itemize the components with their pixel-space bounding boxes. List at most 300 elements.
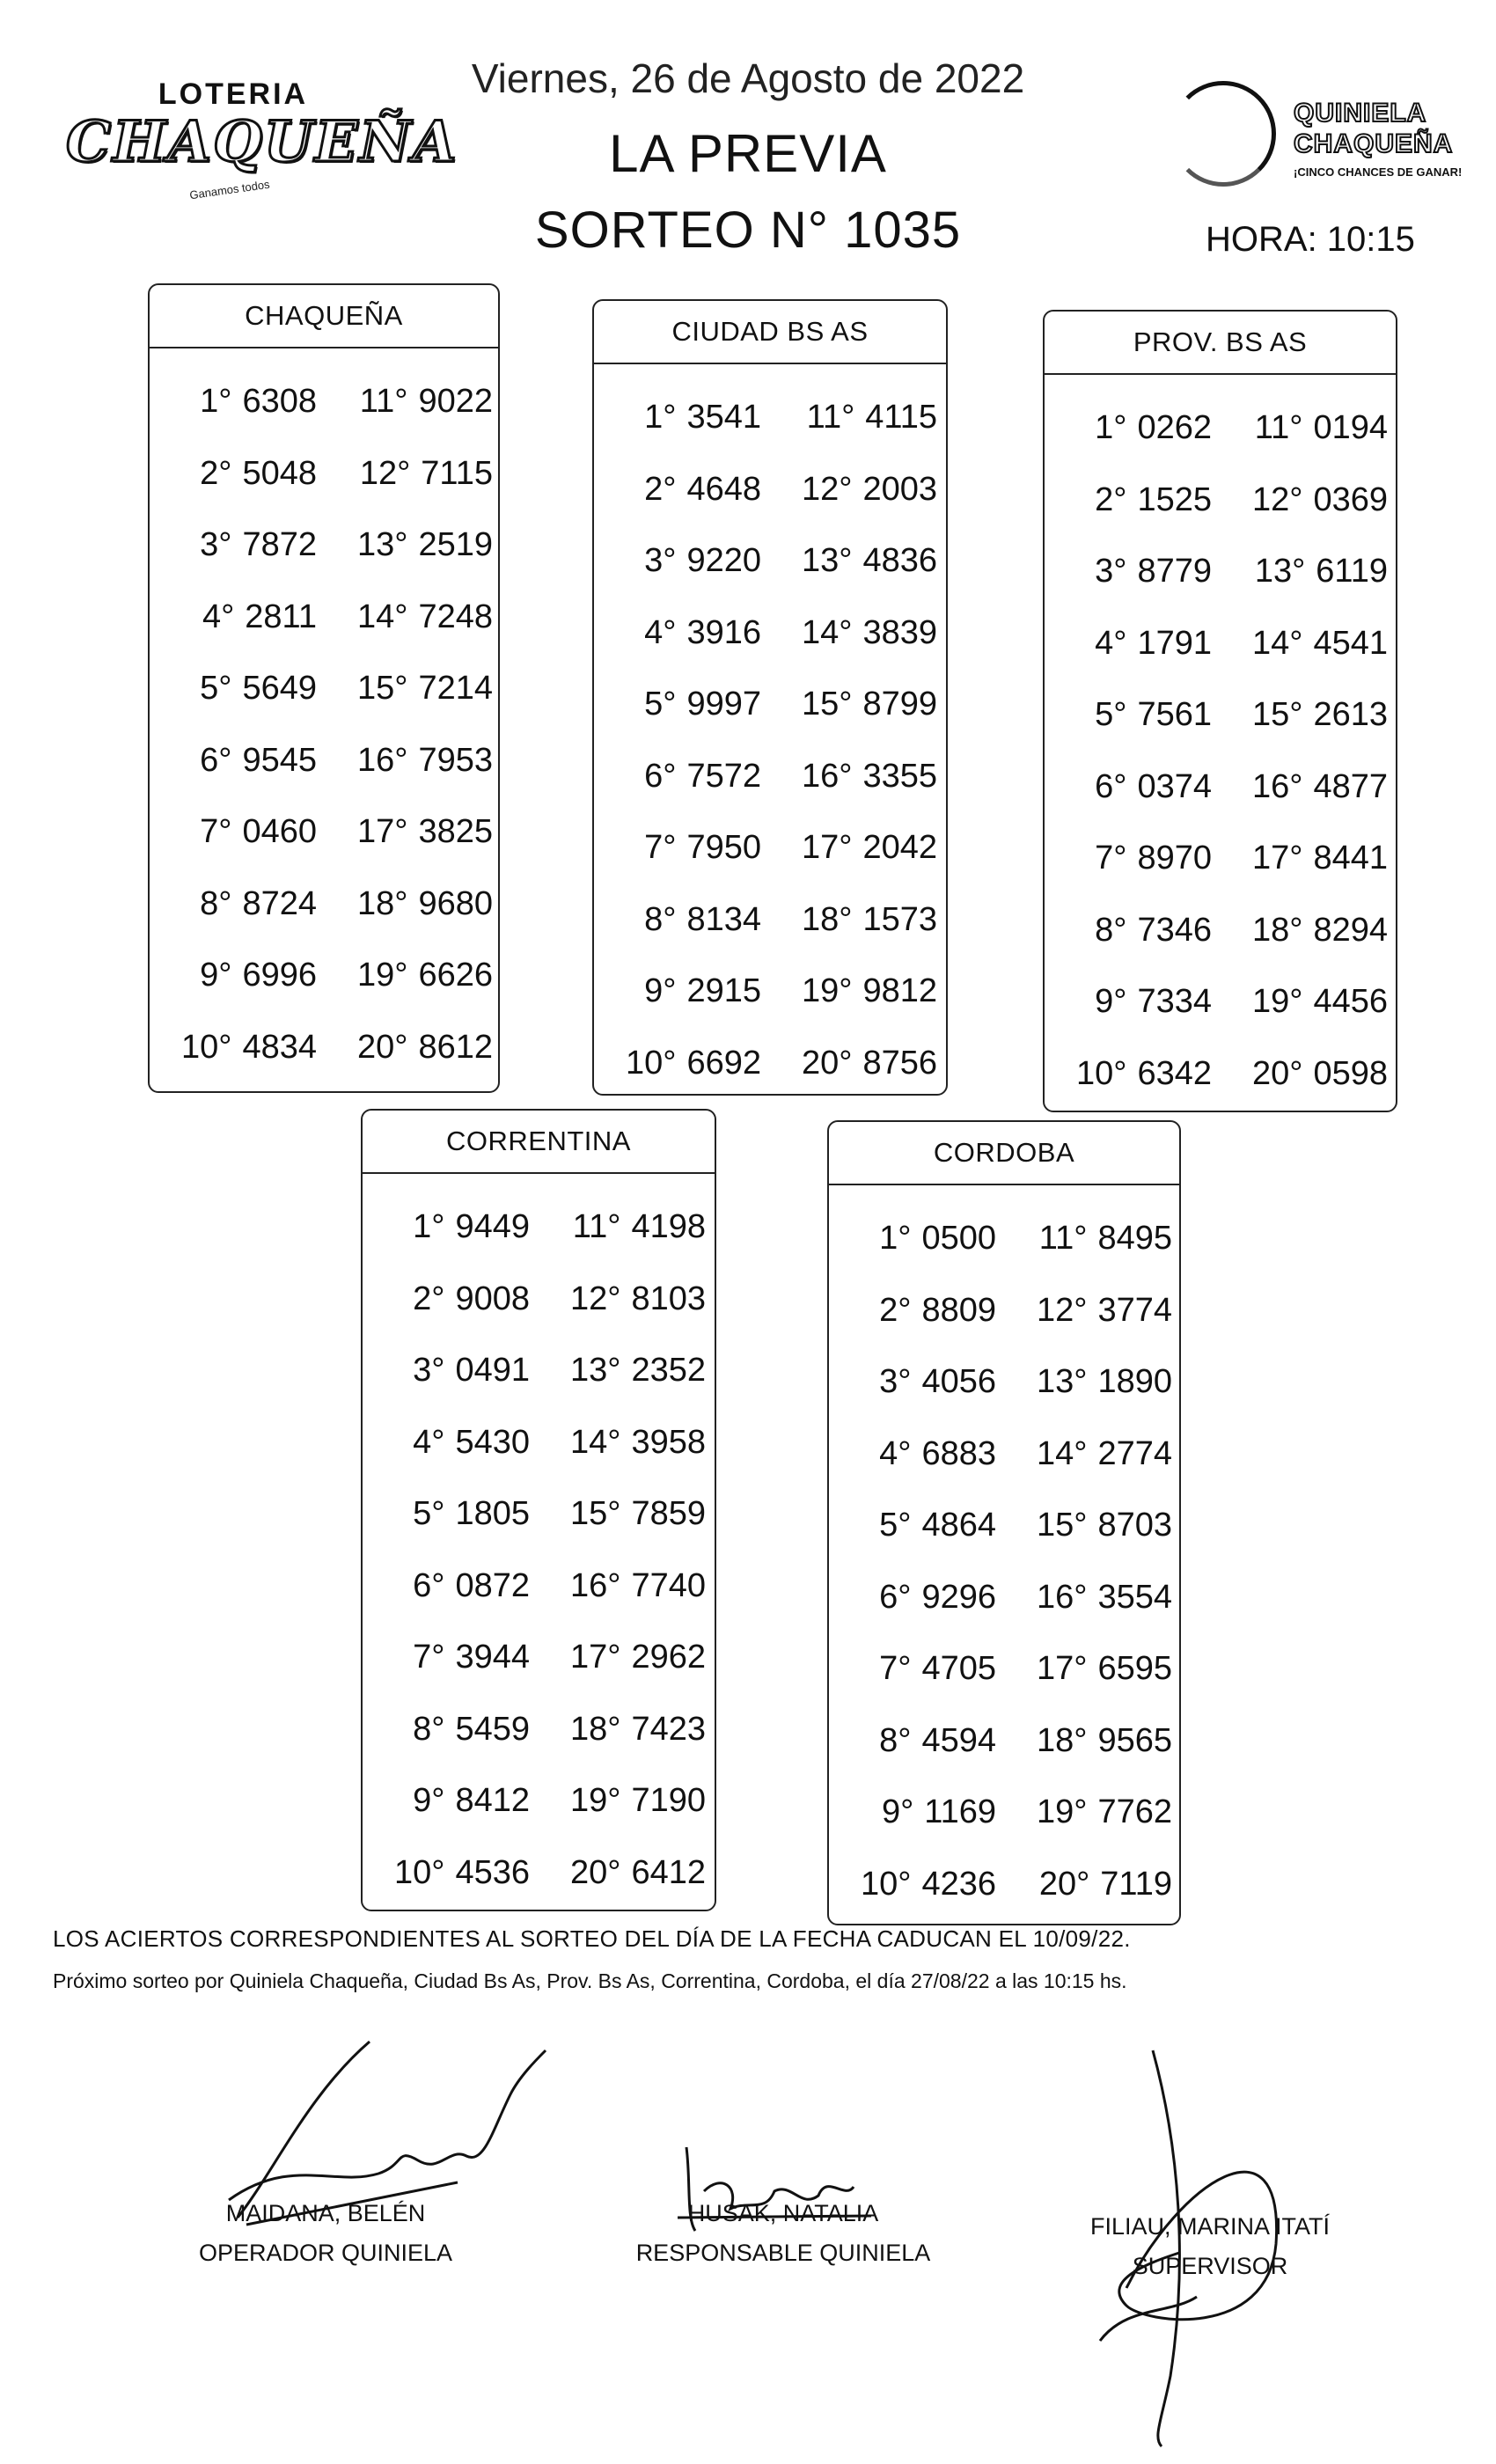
result-number: 4705 <box>921 1650 996 1688</box>
logo-main-text: CHAQUEÑA <box>66 109 458 175</box>
result-row <box>594 454 946 526</box>
result-position: 18° <box>801 900 853 938</box>
result-row <box>594 382 946 454</box>
result-entry <box>594 901 761 939</box>
result-position: 8° <box>413 1710 445 1748</box>
result-position: 11° <box>572 1208 621 1246</box>
result-row <box>1045 895 1396 967</box>
result-position: 2° <box>879 1291 912 1329</box>
result-number: 6883 <box>921 1434 996 1472</box>
result-entry <box>829 1292 996 1330</box>
result-entry <box>530 1567 706 1605</box>
result-entry <box>363 1424 530 1462</box>
result-entry <box>150 670 317 708</box>
result-entry <box>594 399 761 436</box>
result-position: 14° <box>1251 624 1303 662</box>
results-list <box>150 366 498 1083</box>
result-entry <box>996 1220 1172 1258</box>
result-position: 2° <box>1095 480 1127 518</box>
result-position: 11° <box>806 399 855 436</box>
result-entry <box>594 972 761 1010</box>
result-entry <box>594 758 761 796</box>
result-number: 2962 <box>631 1639 706 1676</box>
result-entry <box>1045 553 1212 590</box>
result-position: 9° <box>644 972 677 1010</box>
result-number: 2613 <box>1313 696 1388 734</box>
result-entry <box>530 1424 706 1462</box>
result-number: 7115 <box>421 454 493 492</box>
result-entry <box>829 1866 996 1903</box>
result-entry <box>594 686 761 723</box>
result-position: 16° <box>801 757 853 795</box>
result-number: 8495 <box>1097 1220 1172 1258</box>
result-position: 3° <box>200 526 232 564</box>
result-position: 2° <box>413 1280 445 1317</box>
result-number: 6308 <box>242 383 317 421</box>
result-number: 6996 <box>242 957 317 994</box>
result-row <box>829 1275 1179 1347</box>
result-row <box>594 741 946 813</box>
result-row <box>594 1028 946 1100</box>
result-row <box>150 366 498 438</box>
result-row <box>363 1622 715 1694</box>
result-position: 5° <box>200 670 232 708</box>
result-position: 2° <box>644 470 677 508</box>
result-row <box>1045 1038 1396 1111</box>
result-row <box>1045 752 1396 824</box>
result-position: 5° <box>413 1495 445 1533</box>
result-number: 7740 <box>631 1566 706 1604</box>
result-number: 6692 <box>686 1044 761 1082</box>
result-number: 1805 <box>455 1495 530 1533</box>
result-position: 18° <box>1251 911 1303 949</box>
box-title: PROV. BS AS <box>1045 312 1396 375</box>
result-row <box>829 1346 1179 1419</box>
result-entry <box>996 1435 1172 1473</box>
result-number: 0500 <box>921 1220 996 1258</box>
result-position: 7° <box>1095 840 1127 877</box>
result-position: 1° <box>879 1220 912 1258</box>
result-position: 8° <box>879 1721 912 1759</box>
result-entry <box>530 1711 706 1749</box>
result-entry <box>1212 553 1388 590</box>
result-entry <box>761 399 937 436</box>
result-number: 9220 <box>686 542 761 580</box>
result-row <box>150 438 498 510</box>
result-entry <box>996 1363 1172 1401</box>
result-entry <box>317 813 493 851</box>
result-position: 16° <box>1036 1578 1088 1616</box>
result-number: 4836 <box>862 542 937 580</box>
result-position: 18° <box>356 884 408 922</box>
result-entry <box>317 1029 493 1067</box>
result-number: 7872 <box>242 526 317 564</box>
result-number: 0598 <box>1313 1054 1388 1092</box>
result-entry <box>594 829 761 867</box>
logo-right-slogan: ¡CINCO CHANCES DE GANAR! <box>1294 165 1463 179</box>
result-position: 19° <box>1036 1793 1088 1831</box>
result-entry <box>996 1650 1172 1688</box>
result-number: 8412 <box>455 1782 530 1820</box>
result-position: 14° <box>356 598 408 635</box>
result-position: 11° <box>1254 409 1303 447</box>
result-row <box>594 598 946 670</box>
result-entry <box>761 758 937 796</box>
result-number: 9565 <box>1097 1721 1172 1759</box>
result-row <box>829 1562 1179 1634</box>
result-number: 0491 <box>455 1352 530 1390</box>
results-list <box>829 1203 1179 1920</box>
result-entry <box>1212 912 1388 950</box>
result-position: 20° <box>1038 1865 1090 1903</box>
result-entry <box>996 1793 1172 1831</box>
result-position: 15° <box>801 686 853 723</box>
result-entry <box>150 455 317 493</box>
result-position: 1° <box>644 399 677 436</box>
result-row <box>594 884 946 957</box>
result-number: 0872 <box>455 1566 530 1604</box>
result-number: 4594 <box>921 1721 996 1759</box>
result-position: 14° <box>1036 1434 1088 1472</box>
result-position: 12° <box>569 1280 621 1317</box>
result-number: 4877 <box>1313 767 1388 805</box>
result-position: 4° <box>644 613 677 651</box>
draw-time: HORA: 10:15 <box>1206 220 1415 259</box>
result-entry <box>317 957 493 994</box>
result-entry <box>363 1280 530 1318</box>
result-position: 7° <box>413 1639 445 1676</box>
result-row <box>363 1478 715 1551</box>
box-title: CIUDAD BS AS <box>594 301 946 364</box>
result-entry <box>150 383 317 421</box>
result-row <box>150 653 498 725</box>
results-box-ciudad-bs-as <box>592 299 948 1096</box>
result-row <box>829 1490 1179 1562</box>
result-number: 0374 <box>1137 767 1212 805</box>
result-entry <box>150 742 317 780</box>
result-number: 9680 <box>418 884 493 922</box>
result-number: 0369 <box>1313 480 1388 518</box>
result-position: 5° <box>644 686 677 723</box>
result-number: 3839 <box>862 613 937 651</box>
result-number: 9997 <box>686 686 761 723</box>
result-number: 7859 <box>631 1495 706 1533</box>
result-position: 17° <box>1036 1650 1088 1688</box>
result-entry <box>829 1435 996 1473</box>
result-entry <box>761 829 937 867</box>
result-entry <box>761 972 937 1010</box>
result-number: 7214 <box>418 670 493 708</box>
logo-top-text: LOTERIA <box>158 77 309 111</box>
result-entry <box>1045 768 1212 806</box>
result-number: 3774 <box>1097 1291 1172 1329</box>
result-position: 10° <box>860 1865 912 1903</box>
result-position: 15° <box>569 1495 621 1533</box>
result-position: 10° <box>180 1028 232 1066</box>
result-entry <box>317 526 493 564</box>
result-number: 1890 <box>1097 1363 1172 1401</box>
result-entry <box>1045 481 1212 519</box>
result-entry <box>1212 768 1388 806</box>
result-position: 10° <box>393 1853 445 1891</box>
result-number: 4456 <box>1313 983 1388 1021</box>
result-position: 19° <box>1251 983 1303 1021</box>
result-entry <box>363 1782 530 1820</box>
result-entry <box>829 1220 996 1258</box>
next-draw-note: Próximo sorteo por Quiniela Chaqueña, Ciudad Bs As, Prov. Bs As, Correntina, Cordoba, el día 27/08/22 a las 10:15 hs. <box>53 1969 1127 1992</box>
result-row <box>594 956 946 1028</box>
result-entry <box>1212 481 1388 519</box>
result-row <box>829 1705 1179 1778</box>
draw-number: SORTEO N° 1035 <box>534 202 962 259</box>
result-row <box>150 725 498 797</box>
result-number: 8612 <box>418 1028 493 1066</box>
result-number: 3944 <box>455 1639 530 1676</box>
result-position: 20° <box>569 1853 621 1891</box>
result-row <box>150 582 498 654</box>
result-position: 14° <box>801 613 853 651</box>
result-entry <box>829 1363 996 1401</box>
result-number: 4536 <box>455 1853 530 1891</box>
result-number: 8294 <box>1313 911 1388 949</box>
result-entry <box>530 1280 706 1318</box>
result-entry <box>363 1352 530 1390</box>
result-number: 6342 <box>1137 1054 1212 1092</box>
result-entry <box>829 1579 996 1617</box>
results-box-correntina <box>361 1109 716 1911</box>
expiry-note: LOS ACIERTOS CORRESPONDIENTES AL SORTEO DEL DÍA DE LA FECHA CADUCAN EL 10/09/22. <box>53 1925 1131 1952</box>
result-entry <box>996 1866 1172 1903</box>
result-number: 2352 <box>631 1352 706 1390</box>
result-position: 10° <box>625 1044 677 1082</box>
result-entry <box>150 813 317 851</box>
result-entry <box>530 1208 706 1246</box>
result-position: 20° <box>1251 1054 1303 1092</box>
result-number: 3541 <box>686 399 761 436</box>
box-title: CHAQUEÑA <box>150 285 498 348</box>
result-number: 2003 <box>862 470 937 508</box>
result-entry <box>1212 409 1388 447</box>
result-position: 6° <box>413 1566 445 1604</box>
result-position: 4° <box>413 1423 445 1461</box>
result-number: 1169 <box>924 1793 996 1831</box>
result-number: 7953 <box>418 741 493 779</box>
result-position: 8° <box>1095 911 1127 949</box>
result-row <box>594 812 946 884</box>
result-entry <box>1045 625 1212 663</box>
result-entry <box>363 1711 530 1749</box>
result-number: 7572 <box>686 757 761 795</box>
result-position: 13° <box>1254 553 1306 590</box>
result-position: 6° <box>879 1578 912 1616</box>
result-entry <box>317 670 493 708</box>
result-entry <box>761 1045 937 1082</box>
result-entry <box>530 1782 706 1820</box>
result-position: 5° <box>1095 696 1127 734</box>
logo-ring-icon <box>1170 81 1276 187</box>
result-position: 4° <box>1095 624 1127 662</box>
result-entry <box>1212 696 1388 734</box>
result-number: 0262 <box>1137 409 1212 447</box>
result-position: 12° <box>1251 480 1303 518</box>
result-entry <box>829 1793 996 1831</box>
result-position: 18° <box>1036 1721 1088 1759</box>
signature-role-maidana: OPERADOR QUINIELA <box>198 2240 453 2266</box>
result-number: 7561 <box>1137 696 1212 734</box>
result-number: 8103 <box>631 1280 706 1317</box>
result-entry <box>317 885 493 923</box>
result-number: 3355 <box>862 757 937 795</box>
result-number: 9296 <box>921 1578 996 1616</box>
result-row <box>1045 536 1396 608</box>
result-entry <box>1045 1055 1212 1093</box>
result-row <box>150 796 498 869</box>
result-number: 1573 <box>862 900 937 938</box>
result-row <box>829 1849 1179 1921</box>
result-position: 13° <box>356 526 408 564</box>
box-title: CORRENTINA <box>363 1111 715 1174</box>
result-row <box>1045 465 1396 537</box>
loteria-chaquena-logo <box>66 77 458 227</box>
result-position: 18° <box>569 1710 621 1748</box>
result-entry <box>530 1495 706 1533</box>
result-entry <box>1212 625 1388 663</box>
logo-line-2: CHAQUEÑA <box>1294 129 1454 158</box>
results-list <box>594 382 946 1099</box>
result-number: 8134 <box>686 900 761 938</box>
result-position: 8° <box>200 884 232 922</box>
result-entry <box>761 542 937 580</box>
result-entry <box>363 1567 530 1605</box>
draw-date: Viernes, 26 de Agosto de 2022 <box>471 55 1025 101</box>
result-row <box>363 1694 715 1766</box>
result-row <box>829 1419 1179 1491</box>
result-row <box>363 1264 715 1336</box>
result-row <box>829 1633 1179 1705</box>
result-position: 11° <box>359 383 408 421</box>
result-number: 8703 <box>1097 1507 1172 1544</box>
result-number: 4115 <box>865 399 937 436</box>
result-position: 16° <box>1251 767 1303 805</box>
result-position: 1° <box>413 1208 445 1246</box>
results-box-cordoba <box>827 1120 1181 1925</box>
result-position: 8° <box>644 900 677 938</box>
result-number: 2774 <box>1097 1434 1172 1472</box>
result-position: 15° <box>1251 696 1303 734</box>
result-number: 7762 <box>1097 1793 1172 1831</box>
result-row <box>829 1203 1179 1275</box>
signature-filiau <box>1074 2042 1338 2455</box>
result-position: 9° <box>200 957 232 994</box>
results-box-prov-bs-as <box>1043 310 1397 1112</box>
result-row <box>363 1837 715 1910</box>
result-position: 7° <box>879 1650 912 1688</box>
logo-line-1: QUINIELA <box>1294 99 1427 128</box>
result-number: 8799 <box>862 686 937 723</box>
result-row <box>150 1012 498 1084</box>
result-number: 3825 <box>418 813 493 851</box>
result-position: 13° <box>801 542 853 580</box>
result-number: 5459 <box>455 1710 530 1748</box>
result-number: 4864 <box>921 1507 996 1544</box>
result-entry <box>150 885 317 923</box>
result-position: 3° <box>413 1352 445 1390</box>
result-number: 3958 <box>631 1423 706 1461</box>
result-row <box>829 1777 1179 1849</box>
result-position: 19° <box>801 972 853 1010</box>
result-position: 1° <box>200 383 232 421</box>
result-number: 4648 <box>686 470 761 508</box>
result-row <box>1045 823 1396 895</box>
result-entry <box>829 1722 996 1760</box>
result-position: 7° <box>644 829 677 867</box>
logo-slogan: Ganamos todos <box>188 177 271 202</box>
result-position: 16° <box>356 741 408 779</box>
result-entry <box>594 471 761 509</box>
results-list <box>1045 392 1396 1110</box>
result-position: 15° <box>1036 1507 1088 1544</box>
result-entry <box>530 1854 706 1892</box>
result-row <box>363 1335 715 1407</box>
result-entry <box>530 1639 706 1676</box>
result-position: 6° <box>644 757 677 795</box>
result-position: 9° <box>413 1782 445 1820</box>
result-entry <box>150 526 317 564</box>
result-entry <box>150 1029 317 1067</box>
result-number: 4541 <box>1313 624 1388 662</box>
result-number: 7346 <box>1137 911 1212 949</box>
result-position: 12° <box>359 454 411 492</box>
result-entry <box>1045 983 1212 1021</box>
result-number: 6412 <box>631 1853 706 1891</box>
result-entry <box>150 957 317 994</box>
result-number: 7334 <box>1137 983 1212 1021</box>
result-row <box>150 510 498 582</box>
result-position: 2° <box>200 454 232 492</box>
result-number: 4198 <box>631 1208 706 1246</box>
result-position: 1° <box>1095 409 1127 447</box>
result-number: 3554 <box>1097 1578 1172 1616</box>
result-number: 8724 <box>242 884 317 922</box>
result-position: 9° <box>1095 983 1127 1021</box>
result-position: 17° <box>801 829 853 867</box>
result-number: 9449 <box>455 1208 530 1246</box>
result-number: 5048 <box>242 454 317 492</box>
result-number: 1791 <box>1137 624 1212 662</box>
result-entry <box>363 1854 530 1892</box>
result-position: 4° <box>202 598 235 635</box>
signature-name-husak: HUSAK, NATALIA <box>687 2200 879 2226</box>
result-entry <box>1045 696 1212 734</box>
result-number: 6626 <box>418 957 493 994</box>
result-entry <box>363 1495 530 1533</box>
result-position: 12° <box>801 470 853 508</box>
result-entry <box>1212 840 1388 877</box>
result-entry <box>996 1579 1172 1617</box>
result-number: 9022 <box>418 383 493 421</box>
result-row <box>1045 608 1396 680</box>
result-number: 1525 <box>1137 480 1212 518</box>
result-position: 11° <box>1038 1220 1088 1258</box>
result-position: 9° <box>881 1793 914 1831</box>
result-row <box>150 869 498 941</box>
result-entry <box>363 1639 530 1676</box>
result-entry <box>996 1507 1172 1544</box>
signature-husak <box>669 2138 898 2244</box>
result-position: 19° <box>569 1782 621 1820</box>
result-number: 4056 <box>921 1363 996 1401</box>
result-entry <box>761 901 937 939</box>
